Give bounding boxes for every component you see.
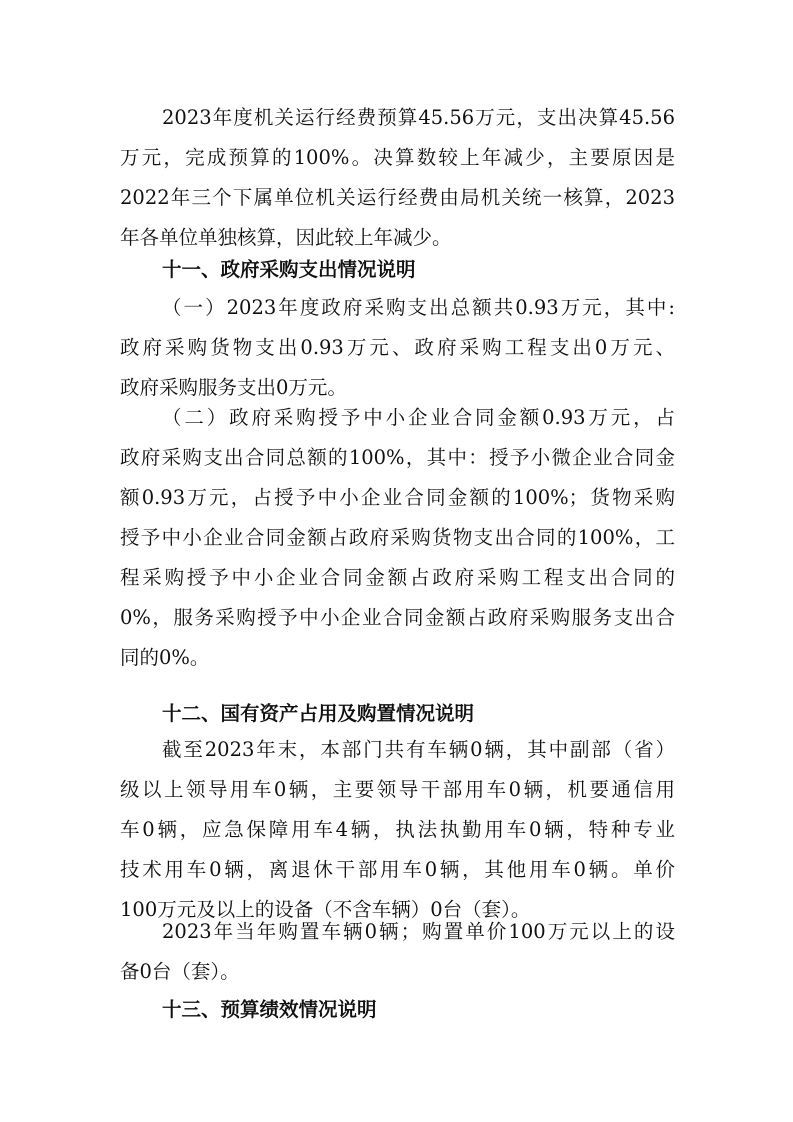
section-heading: 十二、国有资产占用及购置情况说明 [162,702,475,725]
section-heading: 十三、预算绩效情况说明 [162,998,377,1021]
text-line: 政府采购支出合同总额的100%，其中：授予小微企业合同金 [120,446,675,469]
text-line: 技术用车0辆，离退休干部用车0辆，其他用车0辆。单价 [120,858,675,881]
section-heading-performance [120,990,675,1030]
text-line: 2022年三个下属单位机关运行经费由局机关统一核算，2023 [120,186,675,209]
section-heading-procurement [120,250,675,290]
text-line: 年各单位单独核算，因此较上年减少。 [120,226,452,249]
paragraph-procurement-sme [120,398,675,678]
text-line: 备0台（套）。 [120,960,240,983]
paragraph-vehicles [120,730,675,930]
text-line: 额0.93万元，占授予中小企业合同金额的100%；货物采购 [120,486,675,509]
text-line: 2023年当年购置车辆0辆；购置单价100万元以上的设 [162,920,675,943]
section-heading: 十一、政府采购支出情况说明 [162,258,416,281]
text-line: 100万元及以上的设备（不含车辆）0台（套）。 [120,898,531,921]
section-heading-assets [120,694,675,734]
text-line: 授予中小企业合同金额占政府采购货物支出合同的100%，工 [120,526,675,549]
text-line: 同的0%。 [120,646,210,669]
paragraph-procurement-total [120,288,675,408]
text-line: 万元，完成预算的100%。决算数较上年减少，主要原因是 [120,146,675,169]
paragraph-operating-expenses [120,98,675,258]
text-line: 程采购授予中小企业合同金额占政府采购工程支出合同的 [120,566,675,589]
text-line: 政府采购服务支出0万元。 [120,376,347,399]
text-line: 车0辆，应急保障用车4辆，执法执勤用车0辆，特种专业 [120,818,675,841]
text-line: 2023年度机关运行经费预算45.56万元，支出决算45.56 [162,106,675,129]
text-line: （二）政府采购授予中小企业合同金额0.93万元，占 [162,406,675,429]
text-line: 级以上领导用车0辆，主要领导干部用车0辆，机要通信用 [120,778,675,801]
text-line: （一）2023年度政府采购支出总额共0.93万元，其中: [162,296,675,319]
text-line: 0%，服务采购授予中小企业合同金额占政府采购服务支出合 [120,606,675,629]
text-line: 截至2023年末，本部门共有车辆0辆，其中副部（省） [162,738,675,761]
paragraph-purchases [120,912,675,992]
text-line: 政府采购货物支出0.93万元、政府采购工程支出0万元、 [120,336,675,359]
